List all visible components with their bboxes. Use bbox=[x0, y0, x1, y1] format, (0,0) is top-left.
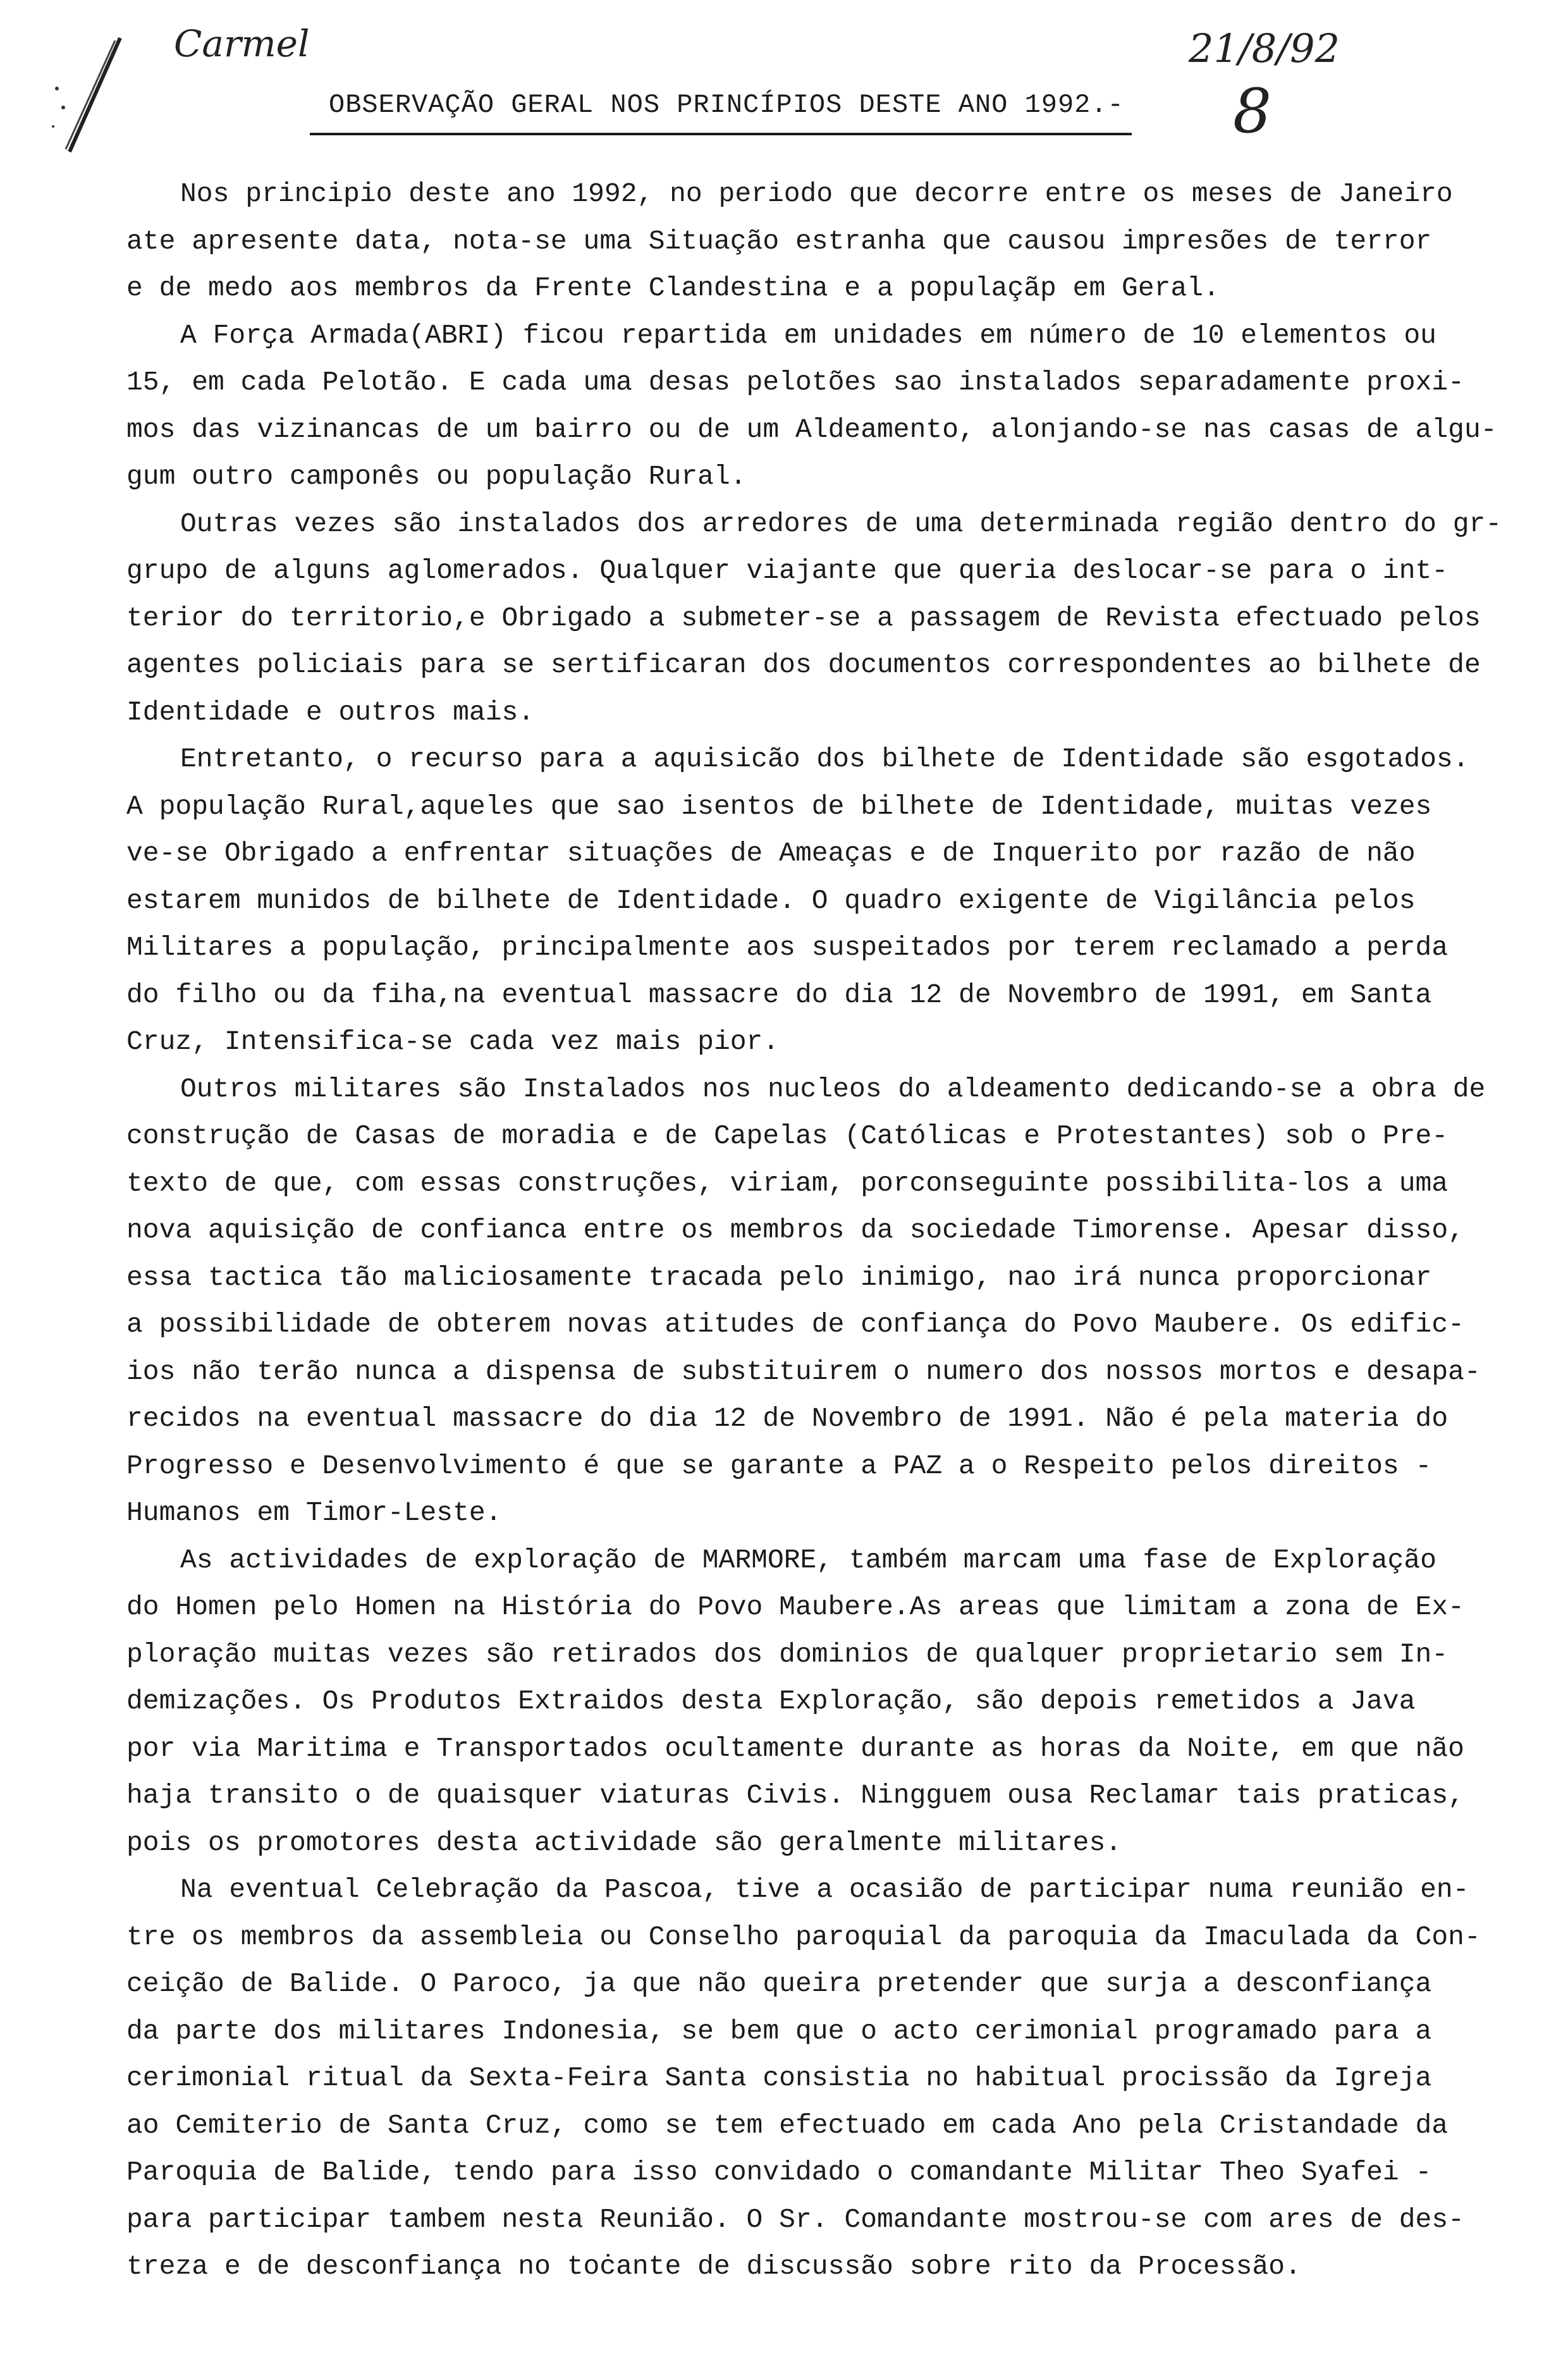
text-line: cerimonial ritual da Sexta-Feira Santa consistia no habitual procissão da Igreja bbox=[126, 2062, 1432, 2093]
text-line: terior do territorio,e Obrigado a submeter-se a passagem de Revista efectuado pelos bbox=[126, 602, 1481, 634]
text-line: recidos na eventual massacre do dia 12 de Novembro de 1991. Não é pela materia do bbox=[126, 1403, 1449, 1434]
text-line: ate apresente data, nota-se uma Situação estranha que causou impresões de terror bbox=[126, 225, 1432, 257]
text-line: ve-se Obrigado a enfrentar situações de Ameaças e de Inquerito por razão de não bbox=[126, 838, 1416, 869]
text-line: ios não terão nunca a dispensa de substituirem o numero dos nossos mortos e desapa- bbox=[126, 1356, 1481, 1387]
text-line: e de medo aos membros da Frente Clandestina e a populaçãp em Geral. bbox=[126, 273, 1220, 303]
text-line: Entretanto, o recurso para a aquisicão dos bilhete de Identidade são esgotados. bbox=[180, 744, 1469, 775]
text-line: da parte dos militares Indonesia, se bem que o acto cerimonial programado para a bbox=[126, 2015, 1432, 2047]
text-line: Paroquia de Balide, tendo para isso convidado o comandante Militar Theo Syafei - bbox=[126, 2157, 1432, 2188]
paragraph-1 bbox=[126, 171, 1524, 312]
handwritten-date: 21/8/92 bbox=[1189, 25, 1340, 71]
text-line: treza e de desconfiança no toċante de discussão sobre rito da Processão. bbox=[126, 2251, 1301, 2282]
text-line: agentes policiais para se sertificaran dos documentos correspondentes ao bilhete de bbox=[126, 649, 1481, 680]
text-line: Na eventual Celebração da Pascoa, tive a ocasião de participar numa reunião en- bbox=[180, 1874, 1469, 1905]
text-line: haja transito o de quaisquer viaturas Civis. Ningguem ousa Reclamar tais praticas, bbox=[126, 1780, 1464, 1811]
text-line: A população Rural,aqueles que sao isentos de bilhete de Identidade, muitas vezes bbox=[126, 790, 1432, 822]
paragraph-3 bbox=[126, 501, 1524, 737]
text-line: ploração muitas vezes são retirados dos dominios de qualquer proprietario sem In- bbox=[126, 1638, 1449, 1670]
text-line: 15, em cada Pelotão. E cada uma desas pelotões sao instalados separadamente proxi- bbox=[126, 367, 1464, 398]
text-line: para participar tambem nesta Reunião. O Sr. Comandante mostrou-se com ares de des- bbox=[126, 2203, 1464, 2235]
document-title: OBSERVAÇÃO GERAL NOS PRINCÍPIOS DESTE ANO 1992.- bbox=[329, 90, 1124, 120]
text-line: demizações. Os Produtos Extraidos desta Exploração, são depois remetidos a Java bbox=[126, 1686, 1416, 1717]
paragraph-6 bbox=[126, 1537, 1524, 1867]
handwritten-mark: 8 bbox=[1233, 76, 1272, 147]
text-line: construção de Casas de moradia e de Capelas (Católicas e Protestantes) sob o Pre- bbox=[126, 1120, 1449, 1151]
text-line: Nos principio deste ano 1992, no periodo que decorre entre os meses de Janeiro bbox=[180, 178, 1453, 209]
text-line: ceição de Balide. O Paroco, ja que não queira pretender que surja a desconfiança bbox=[126, 1968, 1432, 1999]
document-body bbox=[126, 171, 1524, 2291]
text-line: Outros militares são Instalados nos nucleos do aldeamento dedicando-se a obra de bbox=[180, 1073, 1486, 1105]
pen-slash-mark bbox=[44, 32, 133, 158]
paragraph-4 bbox=[126, 736, 1524, 1066]
text-line: Outras vezes são instalados dos arredores de uma determinada região dentro do gr- bbox=[180, 508, 1502, 539]
paragraph-2 bbox=[126, 312, 1524, 501]
text-line: texto de que, com essas construções, viriam, porconseguinte possibilita-los a uma bbox=[126, 1167, 1449, 1199]
text-line: ao Cemiterio de Santa Cruz, como se tem efectuado em cada Ano pela Cristandade da bbox=[126, 2109, 1449, 2141]
text-line: por via Maritima e Transportados ocultamente durante as horas da Noite, em que não bbox=[126, 1732, 1464, 1764]
text-line: Militares a população, principalmente aos suspeitados por terem reclamado a perda bbox=[126, 932, 1449, 963]
text-line: estarem munidos de bilhete de Identidade. O quadro exigente de Vigilância pelos bbox=[126, 885, 1416, 916]
text-line: Humanos em Timor-Leste. bbox=[126, 1497, 502, 1528]
handwritten-name: Carmel bbox=[174, 22, 310, 65]
text-line: do Homen pelo Homen na História do Povo Maubere.As areas que limitam a zona de Ex- bbox=[126, 1591, 1464, 1622]
title-underline bbox=[310, 133, 1132, 135]
text-line: Progresso e Desenvolvimento é que se garante a PAZ a o Respeito pelos direitos - bbox=[126, 1450, 1432, 1481]
text-line: Cruz, Intensifica-se cada vez mais pior. bbox=[126, 1026, 780, 1057]
text-line: tre os membros da assembleia ou Conselho paroquial da paroquia da Imaculada da Con- bbox=[126, 1921, 1481, 1952]
paragraph-5 bbox=[126, 1066, 1524, 1537]
text-line: grupo de alguns aglomerados. Qualquer viajante que queria deslocar-se para o int- bbox=[126, 555, 1449, 586]
text-line: pois os promotores desta actividade são geralmente militares. bbox=[126, 1827, 1122, 1858]
text-line: a possibilidade de obterem novas atitudes de confiança do Povo Maubere. Os edific- bbox=[126, 1309, 1464, 1340]
text-line: nova aquisição de confianca entre os membros da sociedade Timorense. Apesar disso, bbox=[126, 1215, 1464, 1246]
text-line: essa tactica tão maliciosamente tracada pelo inimigo, nao irá nunca proporcionar bbox=[126, 1261, 1432, 1293]
text-line: As actividades de exploração de MARMORE, também marcam uma fase de Exploração bbox=[180, 1544, 1436, 1576]
text-line: gum outro camponês ou população Rural. bbox=[126, 461, 747, 492]
text-line: do filho ou da fiha,na eventual massacre do dia 12 de Novembro de 1991, em Santa bbox=[126, 979, 1432, 1010]
text-line: Identidade e outros mais. bbox=[126, 696, 535, 728]
text-line: mos das vizinancas de um bairro ou de um Aldeamento, alonjando-se nas casas de algu- bbox=[126, 414, 1497, 445]
paragraph-7 bbox=[126, 1866, 1524, 2291]
text-line: A Forҫa Armada(ABRI) ficou repartida em unidades em número de 10 elementos ou bbox=[180, 319, 1436, 351]
